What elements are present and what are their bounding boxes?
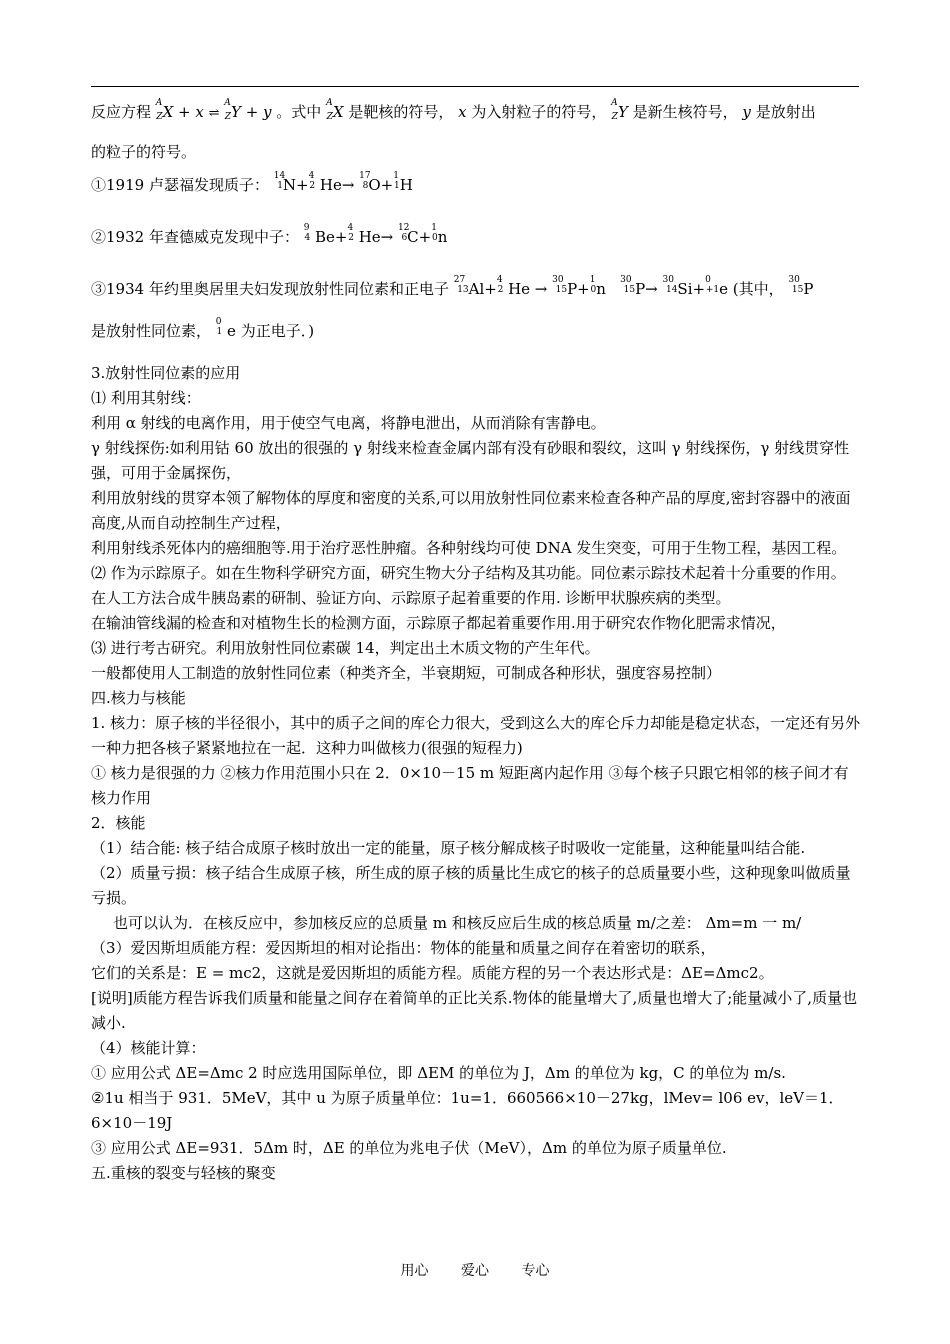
text-segment: 是靶核的符号， [348,103,454,121]
section-heading: 3.放射性同位素的应用 [91,364,241,382]
paragraph-line: 它们的关系是：E = mc2，这就是爱因斯坦的质能方程。质能方程的另一个表达形式是：ΔE=Δmc2。 [91,964,774,982]
paragraph-line: 1. 核力：原子核的半径很小，其中的质子之间的库仑力很大，受到这么大的库仑斥力却能是稳定状态，一定还有另外一种力把各核子紧紧地拉在一起．这种力叫做核力(很强的短程力) [91,714,861,757]
footer-text: 用心 [400,1263,429,1279]
reaction-formula: $^9$4 Be+$^4$2 He→ $^{12}$6C+$^1$0n [303,223,448,246]
paragraph-line: 在输油管线漏的检查和对植物生长的检测方面，示踪原子都起着重要作用.用于研究农作物化肥需求情况， [91,614,786,632]
header-rule [91,86,859,87]
text-segment: 是放射出 [755,103,816,121]
paragraph-line: （1）结合能: 核子结合成原子核时放出一定的能量，原子核分解成核子时吸收一定能量，这种能量叫结合能. [91,839,806,857]
paragraph-line: ① 应用公式 ΔE=Δmc 2 时应选用国际单位，即 ΔEM 的单位为 J，Δm 的单位为 kg，C 的单位为 m/s. [91,1064,786,1082]
reaction-formula: $^{14}$1N+$^4$2 He→ $^{17}$8O+$^1$1H [273,171,413,194]
text-segment: 。式中 [276,103,322,121]
document-body [91,100,861,1186]
footer-text: 爱心 [461,1263,489,1279]
text-segment: 为入射粒子的符号， [471,103,607,121]
paragraph-line: ②1u 相当于 931．5MeV，其中 u 为原子质量单位：1u=1．660566×10－27kg，lMev= l06 ev，leV＝1．6×10－19J [91,1089,844,1132]
paragraph-line: γ 射线探伤:如利用钴 60 放出的很强的 γ 射线来检查金属内部有没有砂眼和裂纹，这叫 γ 射线探伤，γ 射线贯穿性强，可用于金属探伤， [91,439,850,482]
reaction-formula: $^{27}$13Al+$^4$2 He → $^{30}$15P+$^1$0n $^{30}$15P→ $^{30}$14Si+$^0$+1e [453,275,728,298]
general-equation: $^A$ZX + x ⇌ $^A$ZY + y [155,98,272,122]
paragraph-line: （4）核能计算： [91,1039,206,1057]
paragraph-line: 利用 α 射线的电离作用，用于使空气电离，将静电泄出，从而消除有害静电。 [91,414,606,432]
paragraph-line: ① 核力是很强的力 ②核力作用范围小只在 2．0×10－15 m 短距离内起作用 ③每个核子只跟它相邻的核子间才有核力作用 [91,764,849,807]
reaction-1932 [91,225,861,253]
paragraph-line: 也可以认为．在核反应中，参加核反应的总质量 m 和核反应后生成的核总质量 m/之差： Δm=m 一 m/ [113,914,802,932]
section-heading: 五.重核的裂变与轻核的聚变 [91,1164,276,1182]
paragraph-line: （2）质量亏损：核子结合生成原子核，所生成的原子核的质量比生成它的核子的总质量要小些，这种现象叫做质量亏损。 [91,864,851,907]
paragraph-line: ⑵ 作为示踪原子。如在生物科学研究方面，研究生物大分子结构及其功能。同位素示踪技术起着十分重要的作用。 [91,564,846,582]
paragraph-line: 在人工方法合成牛胰岛素的研制、验证方向、示踪原子起着重要的作用. 诊断甲状腺疾病的类型。 [91,589,731,607]
subsection-heading: 2．核能 [91,814,146,832]
paragraph-line: ⑶ 进行考古研究。利用放射性同位素碳 14，判定出土木质文物的产生年代。 [91,639,600,657]
paragraph-line: （3）爱因斯坦质能方程：爱因斯坦的相对论指出：物体的能量和质量之间存在着密切的联系， [91,939,716,957]
paragraph-line: 的粒子的符号。 [91,143,197,161]
text-segment: P [803,280,814,298]
reaction-label: ③1934 年约里奥居里夫妇发现放射性同位素和正电子 [91,280,449,298]
reaction-1934: ③1934 年约里奥居里夫妇发现放射性同位素和正电子 $^{27}$13Al+$^4$2 He → $^{30}$15P+$^1$0n $^{30}$15P→ $^{30}$14Si+$^0$+1e (其中， $^{30}$15P [91,275,814,298]
target-nucleus-symbol: $^A$ZX [326,98,344,122]
paragraph-line: ③ 应用公式 ΔE=931．5Δm 时，ΔE 的单位为兆电子伏（MeV），Δm 的单位为原子质量单位. [91,1139,727,1157]
paragraph-line: ⑴ 利用其射线： [91,389,201,407]
text-segment: 是新生核符号， [632,103,738,121]
reaction-1919 [91,173,861,201]
reaction-label: ①1919 卢瑟福发现质子： [91,176,269,194]
reaction-equation-line [91,100,861,128]
paragraph-line: 一般都使用人工制造的放射性同位素（种类齐全，半衰期短，可制成各种形状，强度容易控制） [91,664,722,682]
text-segment: (其中， [732,280,784,298]
text-segment: 反应方程 [91,103,152,121]
paragraph-line: [说明]质能方程告诉我们质量和能量之间存在着简单的正比关系.物体的能量增大了,质量也增大了;能量减小了,质量也减小. [91,989,858,1032]
page-footer [0,1260,950,1280]
text-segment: e 为正电子．) [227,322,315,340]
text-segment: 是放射性同位素， [91,322,212,340]
section-heading: 四.核力与核能 [91,689,186,707]
paragraph-line: 利用放射线的贯穿本领了解物体的厚度和密度的关系,可以用放射性同位素来检查各种产品的厚度,密封容器中的液面高度,从而自动控制生产过程， [91,489,851,532]
reaction-1934-note: 是放射性同位素， $^0$1 e 为正电子．) [91,317,315,340]
new-nucleus-symbol: $^A$ZY [611,98,628,122]
footer-text: 专心 [521,1263,550,1279]
incident-particle-symbol: x [458,103,467,121]
paragraph-line: 利用射线杀死体内的癌细胞等.用于治疗恶性肿瘤。各种射线均可使 DNA 发生突变，可用于生物工程，基因工程。 [91,539,847,557]
emitted-particle-symbol: y [742,103,751,121]
reaction-label: ②1932 年查德威克发现中子： [91,228,299,246]
